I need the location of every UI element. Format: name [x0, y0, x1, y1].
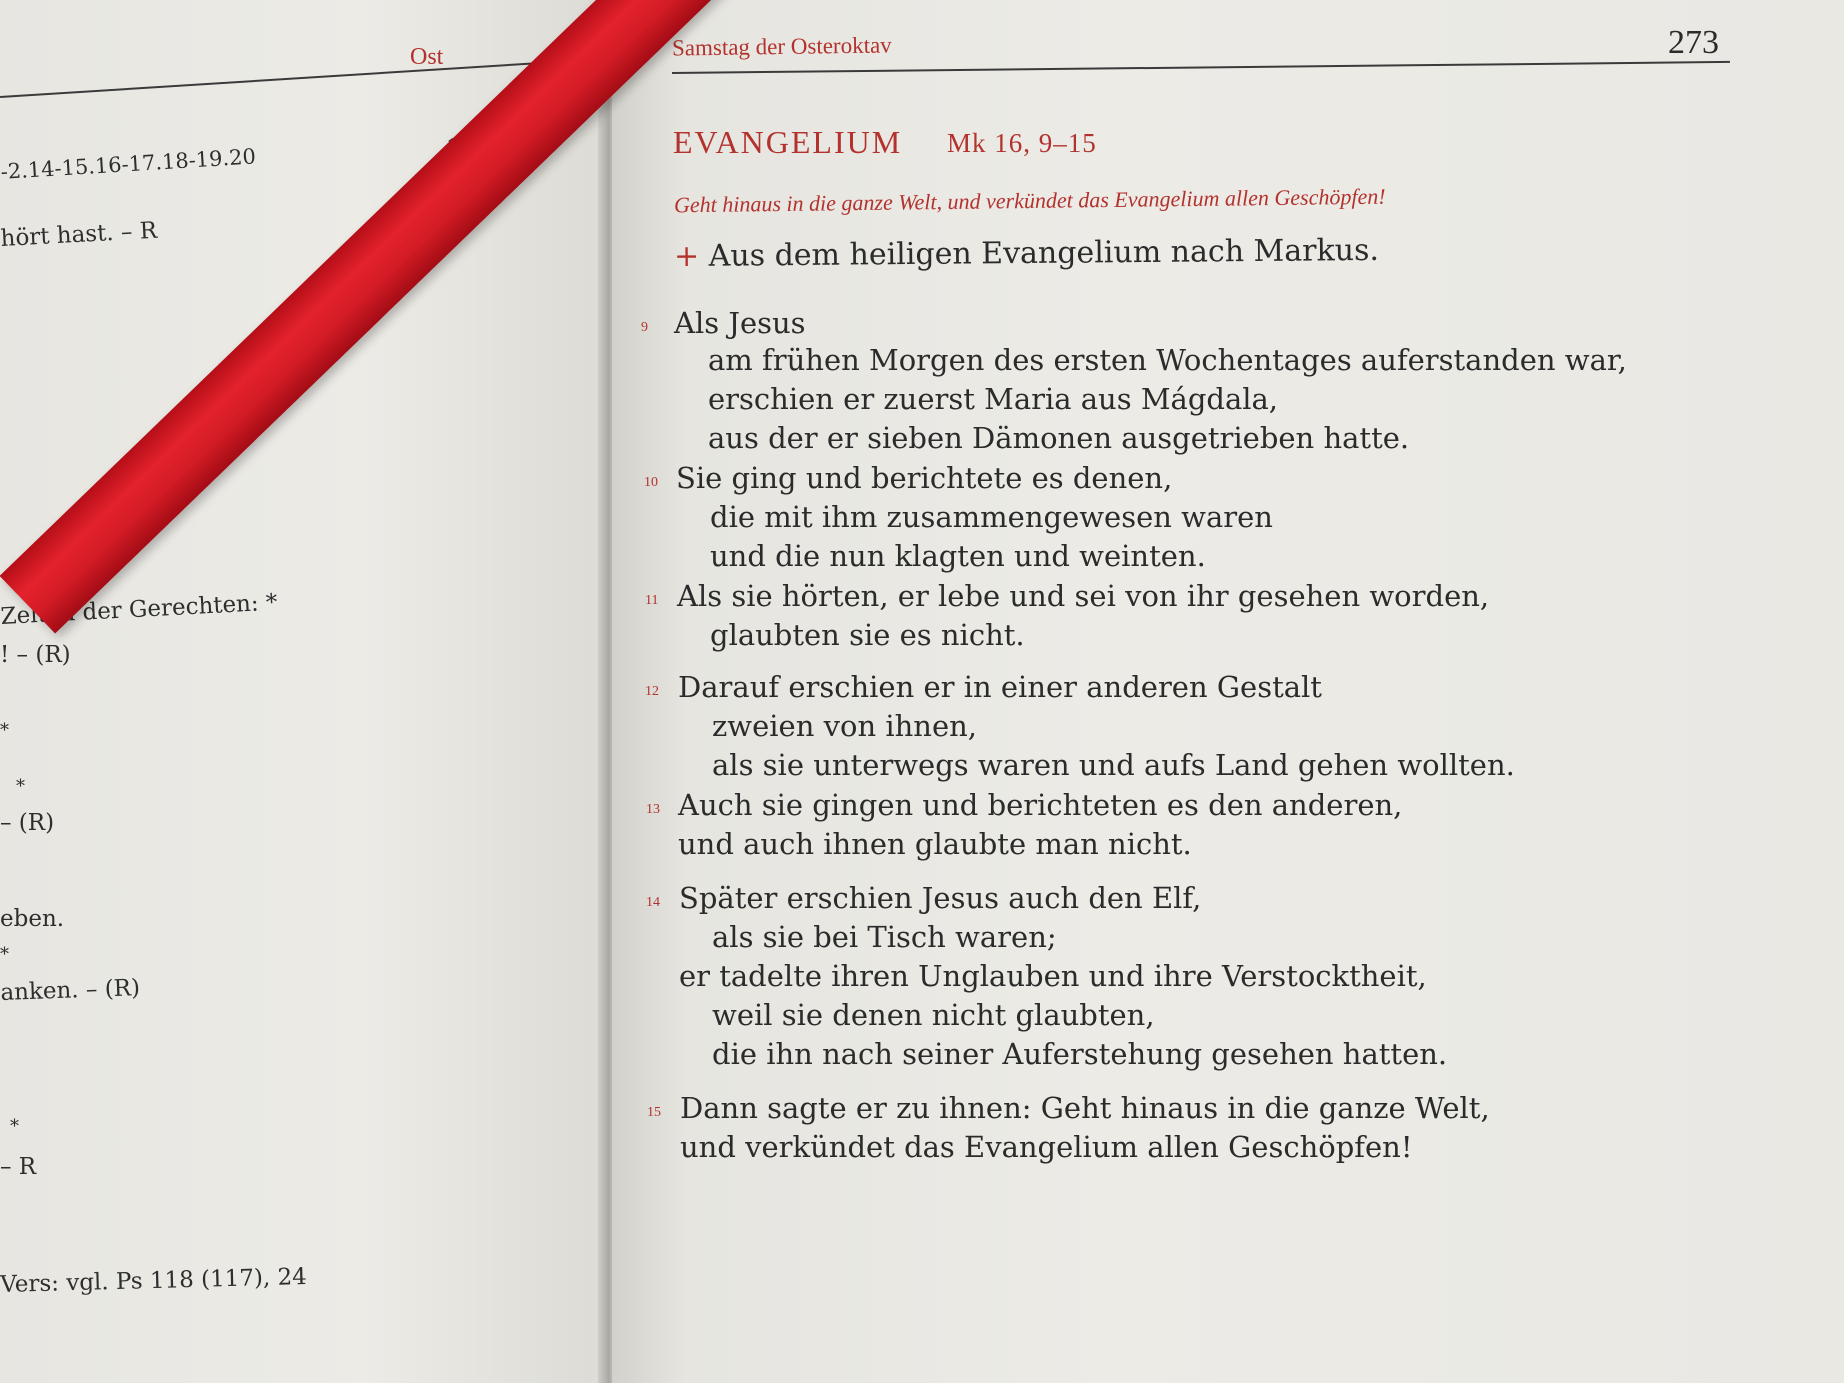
left-text-line: *	[0, 720, 9, 741]
verse-number: 12	[645, 684, 659, 699]
verse-line: am frühen Morgen des ersten Wochentages auferstanden war,	[708, 343, 1627, 377]
left-text-line: ! – (R)	[0, 642, 71, 668]
verse-number: 10	[644, 475, 658, 490]
verse-line: glaubten sie es nicht.	[710, 618, 1025, 652]
left-header-rule	[0, 61, 559, 98]
verse-number: 15	[647, 1105, 661, 1120]
verse-line: und verkündet das Evangelium allen Geschöpfen!	[680, 1130, 1413, 1164]
left-page	[0, 0, 608, 1383]
verse-line: als sie bei Tisch waren;	[712, 920, 1057, 954]
left-text-line: *	[10, 1116, 19, 1137]
left-text-line: Vers: vgl. Ps 118 (117), 24	[0, 1263, 308, 1298]
verse-line: Als Jesus	[674, 306, 806, 340]
verse-line: Sie ging und berichtete es denen,	[676, 461, 1173, 495]
verse-line: erschien er zuerst Maria aus Mágdala,	[708, 382, 1279, 416]
verse-line: als sie unterwegs waren und aufs Land gehen wollten.	[712, 748, 1515, 782]
left-text-line: – (R)	[0, 810, 55, 836]
verse-number: 11	[645, 593, 659, 608]
left-text-line: – R	[0, 1154, 37, 1180]
left-running-head-fragment: Ost	[410, 44, 444, 70]
verse-number: 13	[646, 802, 660, 817]
motto: Geht hinaus in die ganze Welt, und verkündet das Evangelium allen Geschöpfen!	[673, 183, 1386, 218]
section-title: EVANGELIUM	[673, 124, 903, 160]
intro-text: Aus dem heiligen Evangelium nach Markus.	[708, 232, 1380, 274]
verse-line: er tadelte ihren Unglauben und ihre Verstocktheit,	[679, 959, 1427, 993]
verse-line: Als sie hörten, er lebe und sei von ihr gesehen worden,	[677, 579, 1490, 613]
verse-line: Auch sie gingen und berichteten es den anderen,	[678, 788, 1403, 822]
left-text-line: *	[16, 776, 25, 797]
left-text-line: anken. – (R)	[0, 975, 141, 1006]
running-head: Samstag der Osteroktav	[671, 32, 892, 61]
left-text-line: eben.	[0, 906, 65, 932]
left-text-line: Zelten der Gerechten: *	[0, 589, 279, 630]
verse-line: Später erschien Jesus auch den Elf,	[679, 881, 1202, 915]
verse-line: Darauf erschien er in einer anderen Gestalt	[678, 670, 1322, 704]
verse-line: und die nun klagten und weinten.	[710, 539, 1206, 573]
cross-icon: +	[673, 238, 700, 275]
verse-line: und auch ihnen glaubte man nicht.	[678, 827, 1192, 861]
intro-line	[674, 233, 1379, 274]
page-number: 273	[1668, 24, 1719, 61]
section-reference: Mk 16, 9–15	[947, 128, 1097, 158]
verse-line: weil sie denen nicht glaubten,	[712, 998, 1155, 1032]
verse-line: aus der er sieben Dämonen ausgetrieben hatte.	[708, 421, 1410, 455]
verse-line: die mit ihm zusammengewesen waren	[710, 500, 1273, 534]
left-text-line: *	[0, 944, 9, 965]
verse-line: zweien von ihnen,	[712, 709, 978, 743]
verse-line: die ihn nach seiner Auferstehung gesehen hatten.	[712, 1037, 1448, 1071]
verse-line: Dann sagte er zu ihnen: Geht hinaus in die ganze Welt,	[680, 1091, 1490, 1125]
verse-number: 9	[641, 320, 648, 335]
left-text-line: hört hast. – R	[0, 217, 158, 252]
verse-number: 14	[646, 895, 660, 910]
left-text-line: -2.14-15.16-17.18-19.20	[0, 144, 257, 184]
